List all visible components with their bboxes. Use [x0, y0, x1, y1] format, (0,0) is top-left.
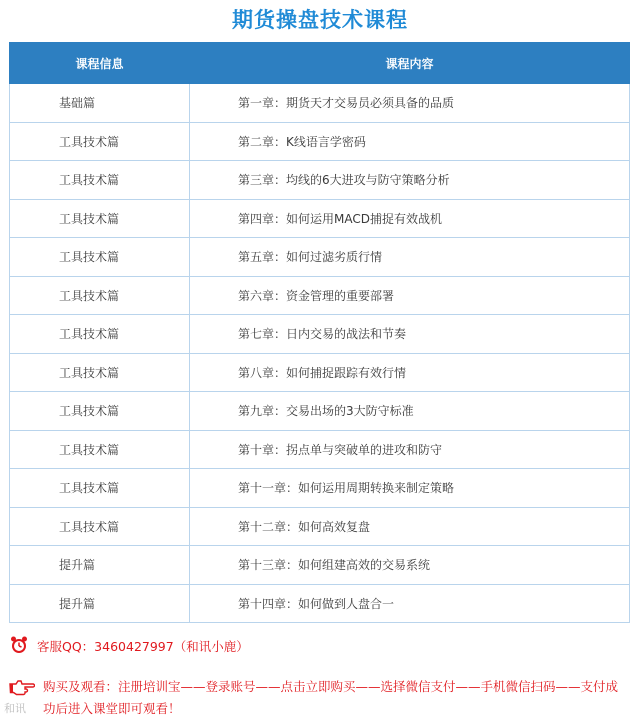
table-row — [10, 84, 630, 123]
row-chapter: 第十一章：如何运用周期转换来制定策略 — [190, 469, 630, 508]
table-row — [10, 392, 630, 431]
row-category: 工具技术篇 — [10, 161, 190, 200]
table-row — [10, 199, 630, 238]
row-category: 工具技术篇 — [10, 276, 190, 315]
row-category: 工具技术篇 — [10, 353, 190, 392]
table-row — [10, 584, 630, 623]
table-row — [10, 430, 630, 469]
row-category: 工具技术篇 — [10, 392, 190, 431]
table-row — [10, 507, 630, 546]
row-chapter: 第六章：资金管理的重要部署 — [190, 276, 630, 315]
row-category: 工具技术篇 — [10, 315, 190, 354]
row-chapter: 第十二章：如何高效复盘 — [190, 507, 630, 546]
table-row — [10, 469, 630, 508]
row-category: 工具技术篇 — [10, 469, 190, 508]
row-chapter: 第一章：期货天才交易员必须具备的品质 — [190, 84, 630, 123]
row-chapter: 第十章：拐点单与突破单的进攻和防守 — [190, 430, 630, 469]
purchase-instructions — [9, 676, 629, 720]
alarm-clock-icon — [9, 635, 29, 655]
row-category: 工具技术篇 — [10, 507, 190, 546]
customer-service-text: 客服QQ：3460427997（和讯小鹿） — [37, 639, 249, 654]
row-category: 工具技术篇 — [10, 199, 190, 238]
row-chapter: 第七章：日内交易的战法和节奏 — [190, 315, 630, 354]
row-chapter: 第二章：K线语言学密码 — [190, 122, 630, 161]
row-category: 提升篇 — [10, 546, 190, 585]
watermark: 和讯 — [4, 702, 26, 715]
table-row — [10, 161, 630, 200]
row-chapter: 第三章：均线的6大进攻与防守策略分析 — [190, 161, 630, 200]
row-chapter: 第四章：如何运用MACD捕捉有效战机 — [190, 199, 630, 238]
table-row — [10, 122, 630, 161]
table-row — [10, 276, 630, 315]
table-row — [10, 353, 630, 392]
row-chapter: 第九章：交易出场的3大防守标准 — [190, 392, 630, 431]
row-category: 提升篇 — [10, 584, 190, 623]
table-row — [10, 315, 630, 354]
row-category: 工具技术篇 — [10, 122, 190, 161]
row-category: 基础篇 — [10, 84, 190, 123]
page-title: 期货操盘技术课程 — [232, 8, 408, 32]
row-chapter: 第十四章：如何做到人盘合一 — [190, 584, 630, 623]
purchase-text: 购买及观看：注册培训宝——登录账号——点击立即购买——选择微信支付——手机微信扫码——支付成功后进入课堂即可观看！ — [43, 679, 619, 716]
pointing-hand-icon — [9, 678, 35, 696]
customer-service-line — [9, 637, 249, 655]
course-table-body — [10, 84, 630, 623]
row-chapter: 第十三章：如何组建高效的交易系统 — [190, 546, 630, 585]
row-category: 工具技术篇 — [10, 430, 190, 469]
row-category: 工具技术篇 — [10, 238, 190, 277]
table-header-row — [10, 43, 630, 84]
course-table — [9, 42, 630, 623]
table-row — [10, 238, 630, 277]
row-chapter: 第八章：如何捕捉跟踪有效行情 — [190, 353, 630, 392]
row-chapter: 第五章：如何过滤劣质行情 — [190, 238, 630, 277]
header-course-info: 课程信息 — [10, 43, 190, 84]
table-row — [10, 546, 630, 585]
header-course-content: 课程内容 — [190, 43, 630, 84]
